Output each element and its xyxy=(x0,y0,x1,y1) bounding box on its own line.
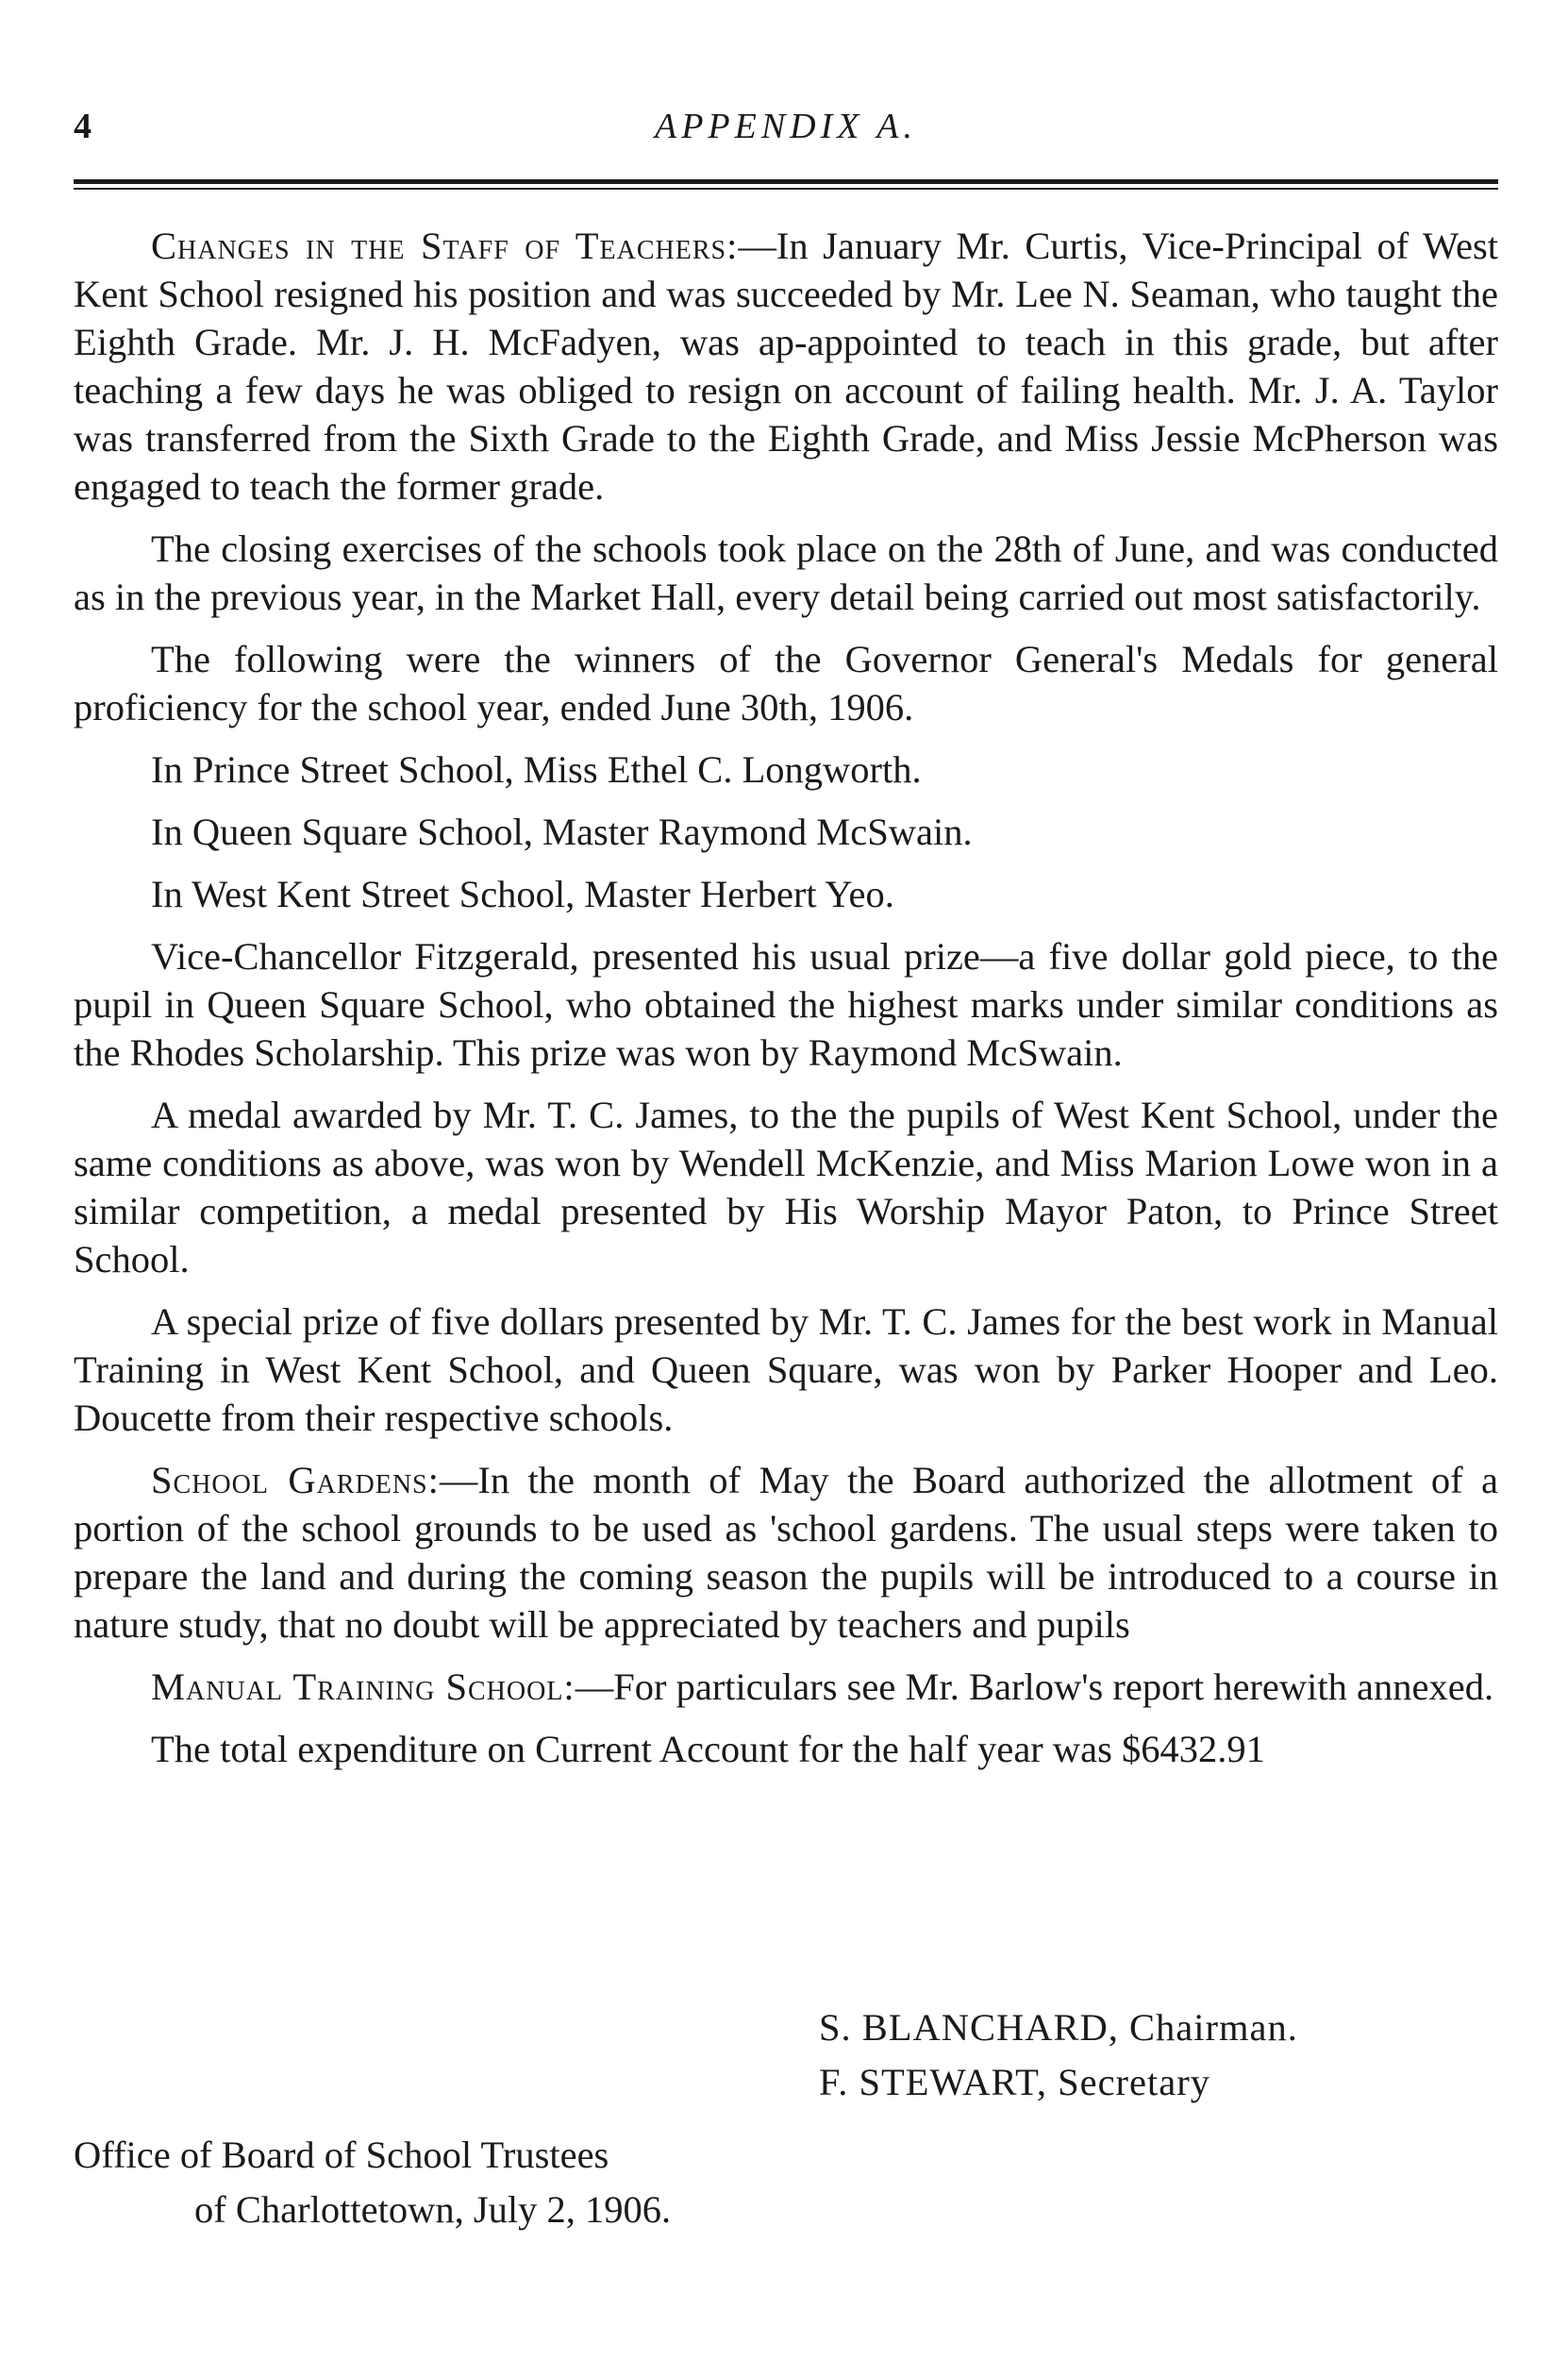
chairman-signature: S. BLANCHARD, Chairman. xyxy=(819,2006,1298,2049)
section-lead-gardens: School Gardens: xyxy=(151,1459,440,1501)
paragraph-expenditure: The total expenditure on Current Account for the half year was $6432.91 xyxy=(151,1728,1265,1770)
paragraph-text: —In January Mr. Curtis, Vice-Principal of West Kent School resigned his position and was succeeded by Mr. Lee N. Seaman, who taught the Eighth Grade. Mr. J. H. McFadyen, was ap-appointed to teach in this grade, but after teaching a few days he was obliged to resign on account of failing health. Mr. J. A. Taylor was transferred from the Sixth Grade to the Eighth Grade, and Miss Jessie McPherson was engaged to teach the former grade. xyxy=(74,225,1499,508)
office-line-2: of Charlottetown, July 2, 1906. xyxy=(194,2188,672,2231)
page-number: 4 xyxy=(74,107,92,146)
paragraph-medal-winners: The following were the winners of the Governor General's Medals for general proficiency for the school year, ended June 30th, 1906. xyxy=(74,638,1498,728)
section-lead-staff: Changes in the Staff of Teachers: xyxy=(151,225,739,267)
header-rule-thick xyxy=(74,179,1498,184)
winner-west-kent: In West Kent Street School, Master Herbert Yeo. xyxy=(151,873,894,915)
body-text xyxy=(74,222,1498,1787)
document-page xyxy=(74,0,1498,2360)
paragraph-manual-training xyxy=(74,1663,1498,1711)
office-line-1: Office of Board of School Trustees xyxy=(74,2134,609,2176)
section-lead-manual-training: Manual Training School: xyxy=(151,1665,575,1708)
paragraph-fitzgerald-prize: Vice-Chancellor Fitzgerald, presented his usual prize—a five dollar gold piece, to the pupil in Queen Square School, who obtained the highest marks under similar conditions as the Rhodes Scholarship. This prize was won by Raymond McSwain. xyxy=(74,935,1498,1074)
secretary-signature: F. STEWART, Secretary xyxy=(819,2061,1210,2103)
header-rule-thin xyxy=(74,188,1498,190)
page-header xyxy=(74,106,1498,162)
header-rule xyxy=(74,179,1498,192)
paragraph-closing-exercises: The closing exercises of the schools took place on the 28th of June, and was conducted as in the previous year, in the Market Hall, every detail being carried out most satisfactorily. xyxy=(74,527,1498,618)
winner-prince-street: In Prince Street School, Miss Ethel C. Longworth. xyxy=(151,748,922,791)
running-head: APPENDIX A. xyxy=(654,107,918,146)
paragraph-text: —For particulars see Mr. Barlow's report herewith annexed. xyxy=(575,1665,1494,1708)
signature-block xyxy=(819,2000,1298,2110)
winner-queen-square: In Queen Square School, Master Raymond McSwain. xyxy=(151,811,973,853)
paragraph-staff-changes xyxy=(74,222,1498,510)
office-address xyxy=(74,2128,671,2237)
paragraph-text: —In the month of May the Board authorized the allotment of a portion of the school grounds to be used as 'school gardens. The usual steps were taken to prepare the land and during the coming season the pupils will be introduced to a course in nature study, that no doubt will be appreciated by teachers and pupils xyxy=(74,1459,1499,1646)
paragraph-special-prize: A special prize of five dollars presented by Mr. T. C. James for the best work in Manual Training in West Kent School, and Queen Square, was won by Parker Hooper and Leo. Doucette from their respective schools. xyxy=(74,1300,1498,1439)
paragraph-school-gardens xyxy=(74,1456,1498,1649)
paragraph-james-medal: A medal awarded by Mr. T. C. James, to the the pupils of West Kent School, under the same conditions as above, was won by Wendell McKenzie, and Miss Marion Lowe won in a similar competition, a medal presented by His Worship Mayor Paton, to Prince Street School. xyxy=(74,1094,1498,1280)
